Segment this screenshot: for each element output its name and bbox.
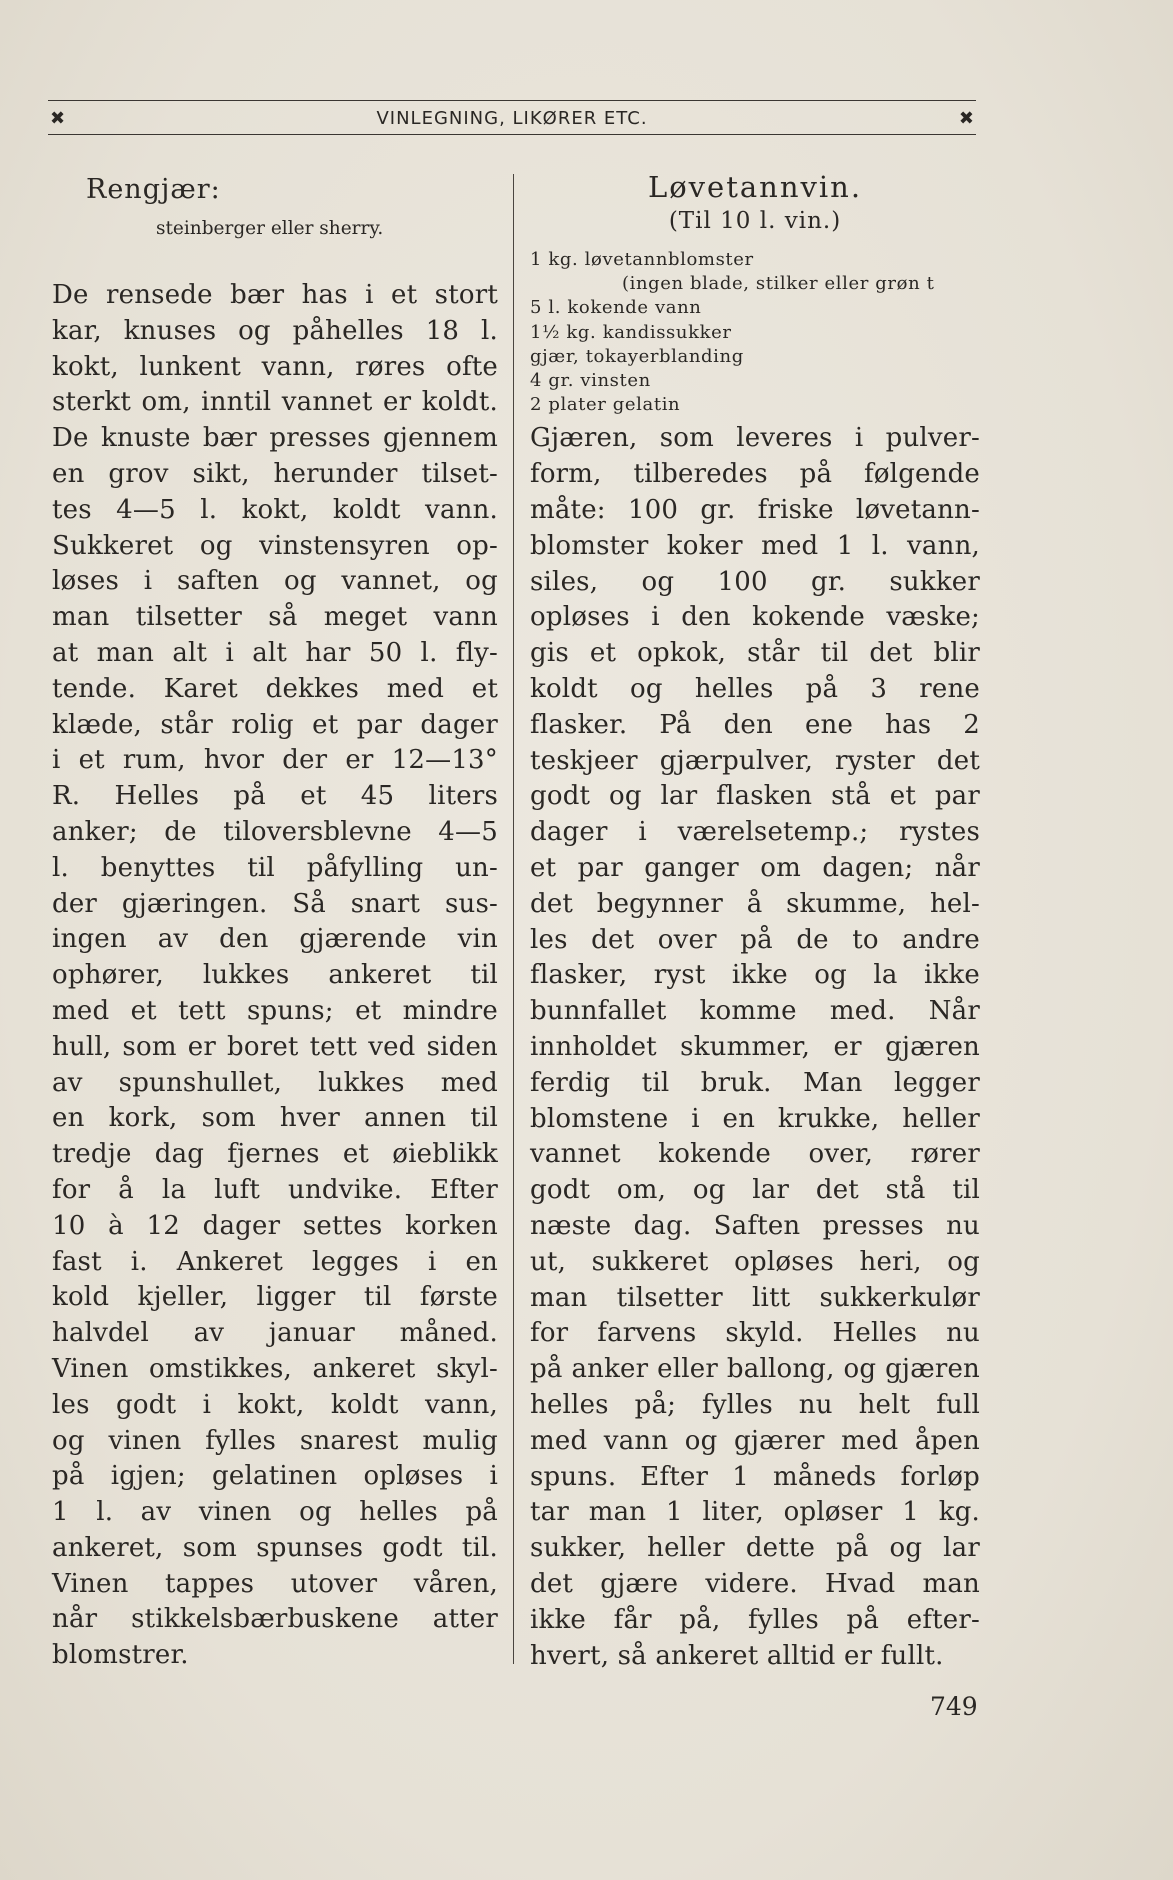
left-column <box>52 168 498 1674</box>
text-line: godt og lar flasken stå et par <box>530 781 980 812</box>
text-line: spuns. Efter 1 måneds forløp <box>530 1461 980 1492</box>
text-line: en kork, som hver annen til <box>52 1103 498 1134</box>
text-line: blomster koker med 1 l. vann, <box>530 530 980 561</box>
text-line: flasker, ryst ikke og la ikke <box>530 960 980 991</box>
text-line: tredje dag fjernes et øieblikk <box>52 1139 498 1170</box>
text-line: flasker. På den ene has 2 <box>530 709 980 740</box>
text-line: Vinen tappes utover våren, <box>52 1568 498 1599</box>
text-line: for å la luft undvike. Efter <box>52 1174 498 1205</box>
text-line: opløses i den kokende væske; <box>530 602 980 633</box>
text-line: der gjæringen. Så snart sus- <box>52 888 498 919</box>
text-line: ferdig til bruk. Man legger <box>530 1067 980 1098</box>
page-number: 749 <box>930 1692 978 1721</box>
text-line: sterkt om, inntil vannet er koldt. <box>52 387 498 418</box>
left-body-text <box>52 278 498 1674</box>
ingredient-item: 2 plater gelatin <box>530 394 681 416</box>
text-line: og vinen fylles snarest mulig <box>52 1425 498 1456</box>
text-line: 1 l. av vinen og helles på <box>52 1497 498 1528</box>
text-line: av spunshullet, lukkes med <box>52 1067 498 1098</box>
right-body-text <box>530 421 980 1674</box>
text-line: Vinen omstikkes, ankeret skyl- <box>52 1353 498 1384</box>
text-line: kold kjeller, ligger til første <box>52 1282 498 1313</box>
text-line: 10 à 12 dager settes korken <box>52 1210 498 1241</box>
text-line: en grov sikt, herunder tilset- <box>52 458 498 489</box>
text-line: ingen av den gjærende vin <box>52 924 498 955</box>
text-line: helles på; fylles nu helt full <box>530 1389 980 1420</box>
text-line: ophører, lukkes ankeret til <box>52 960 498 991</box>
text-line: anker; de tiloversblevne 4—5 <box>52 816 498 847</box>
text-line: næste dag. Saften presses nu <box>530 1210 980 1241</box>
recipe-yield: (Til 10 l. vin.) <box>668 208 842 234</box>
text-line: måte: 100 gr. friske løvetann- <box>530 495 980 526</box>
text-line: teskjeer gjærpulver, ryster det <box>530 745 980 776</box>
text-line: godt om, og lar det stå til <box>530 1175 980 1206</box>
running-head: VINLEGNING, LIKØRER ETC. <box>376 108 648 129</box>
text-line: kar, knuses og påhelles 18 l. <box>52 315 498 346</box>
right-column <box>530 168 980 1674</box>
header-rule-bottom <box>48 134 976 135</box>
section-heading: Rengjær: <box>86 174 221 205</box>
text-line: på igjen; gelatinen opløses i <box>52 1461 498 1492</box>
text-line: hvert, så ankeret alltid er fullt. <box>530 1640 944 1671</box>
text-line: med et tett spuns; et mindre <box>52 995 498 1026</box>
text-line: Gjæren, som leveres i pulver- <box>530 423 980 454</box>
text-line: R. Helles på et 45 liters <box>52 781 498 812</box>
text-line: De rensede bær has i et stort <box>52 280 498 310</box>
text-line: les godt i kokt, koldt vann, <box>52 1389 498 1420</box>
text-line: fast i. Ankeret legges i en <box>52 1246 498 1277</box>
ornament-cross-icon: ✖ <box>50 108 66 129</box>
column-divider <box>513 174 514 1664</box>
text-line: halvdel av januar måned. <box>52 1318 498 1349</box>
ingredient-item: 5 l. kokende vann <box>530 297 702 319</box>
text-line: vannet kokende over, rører <box>530 1139 980 1170</box>
section-subheading: steinberger eller sherry. <box>156 218 384 239</box>
text-line: blomstene i en krukke, heller <box>530 1103 980 1134</box>
text-line: blomstrer. <box>52 1640 189 1671</box>
text-line: på anker eller ballong, og gjæren <box>530 1354 980 1385</box>
text-line: innholdet skummer, er gjæren <box>530 1031 980 1062</box>
text-line: et par ganger om dagen; når <box>530 852 980 883</box>
text-line: for farvens skyld. Helles nu <box>530 1318 980 1349</box>
text-line: det begynner å skumme, hel- <box>530 888 980 919</box>
text-line: løses i saften og vannet, og <box>52 566 498 597</box>
text-line: koldt og helles på 3 rene <box>530 674 980 704</box>
text-line: hull, som er boret tett ved siden <box>52 1031 498 1062</box>
text-line: form, tilberedes på følgende <box>530 459 980 490</box>
text-line: les det over på de to andre <box>530 924 980 955</box>
text-line: i et rum, hvor der er 12—13° <box>52 745 498 776</box>
text-line: ut, sukkeret opløses heri, og <box>530 1246 980 1277</box>
header-rule-top <box>48 100 976 101</box>
ornament-cross-icon: ✖ <box>958 108 974 129</box>
text-line: med vann og gjærer med åpen <box>530 1425 980 1456</box>
text-line: at man alt i alt har 50 l. fly- <box>52 637 498 668</box>
text-line: gis et opkok, står til det blir <box>530 638 980 669</box>
text-line: ikke får på, fylles på efter- <box>530 1604 980 1635</box>
ingredient-item: 1 kg. løvetannblomster <box>530 249 754 270</box>
page-header <box>48 92 976 138</box>
text-line: man tilsetter litt sukkerkulør <box>530 1282 980 1313</box>
text-line: det gjære videre. Hvad man <box>530 1568 980 1599</box>
text-line: bunnfallet komme med. Når <box>530 996 980 1027</box>
text-line: ankeret, som spunses godt til. <box>52 1532 498 1563</box>
recipe-title: Løvetannvin. <box>647 170 863 204</box>
ingredient-item: 1½ kg. kandissukker <box>530 321 732 343</box>
text-line: tes 4—5 l. kokt, koldt vann. <box>52 494 498 525</box>
text-line: l. benyttes til påfylling un- <box>52 852 498 883</box>
text-line: dager i værelsetemp.; rystes <box>530 817 980 848</box>
text-line: når stikkelsbærbuskene atter <box>52 1604 498 1635</box>
ingredient-list <box>530 248 980 417</box>
ingredient-item: 4 gr. vinsten <box>530 370 651 392</box>
ingredient-item: gjær, tokayerblanding <box>530 345 744 367</box>
text-line: tende. Karet dekkes med et <box>52 673 498 704</box>
text-line: Sukkeret og vinstensyren op- <box>52 530 498 561</box>
text-line: De knuste bær presses gjennem <box>52 423 498 454</box>
text-line: tar man 1 liter, opløser 1 kg. <box>530 1497 980 1528</box>
text-line: siles, og 100 gr. sukker <box>530 566 980 597</box>
text-line: sukker, heller dette på og lar <box>530 1533 980 1564</box>
ingredient-item: (ingen blade, stilker eller grøn t <box>622 273 935 295</box>
text-line: kokt, lunkent vann, røres ofte <box>52 351 498 382</box>
text-line: man tilsetter så meget vann <box>52 602 498 633</box>
text-line: klæde, står rolig et par dager <box>52 709 498 740</box>
